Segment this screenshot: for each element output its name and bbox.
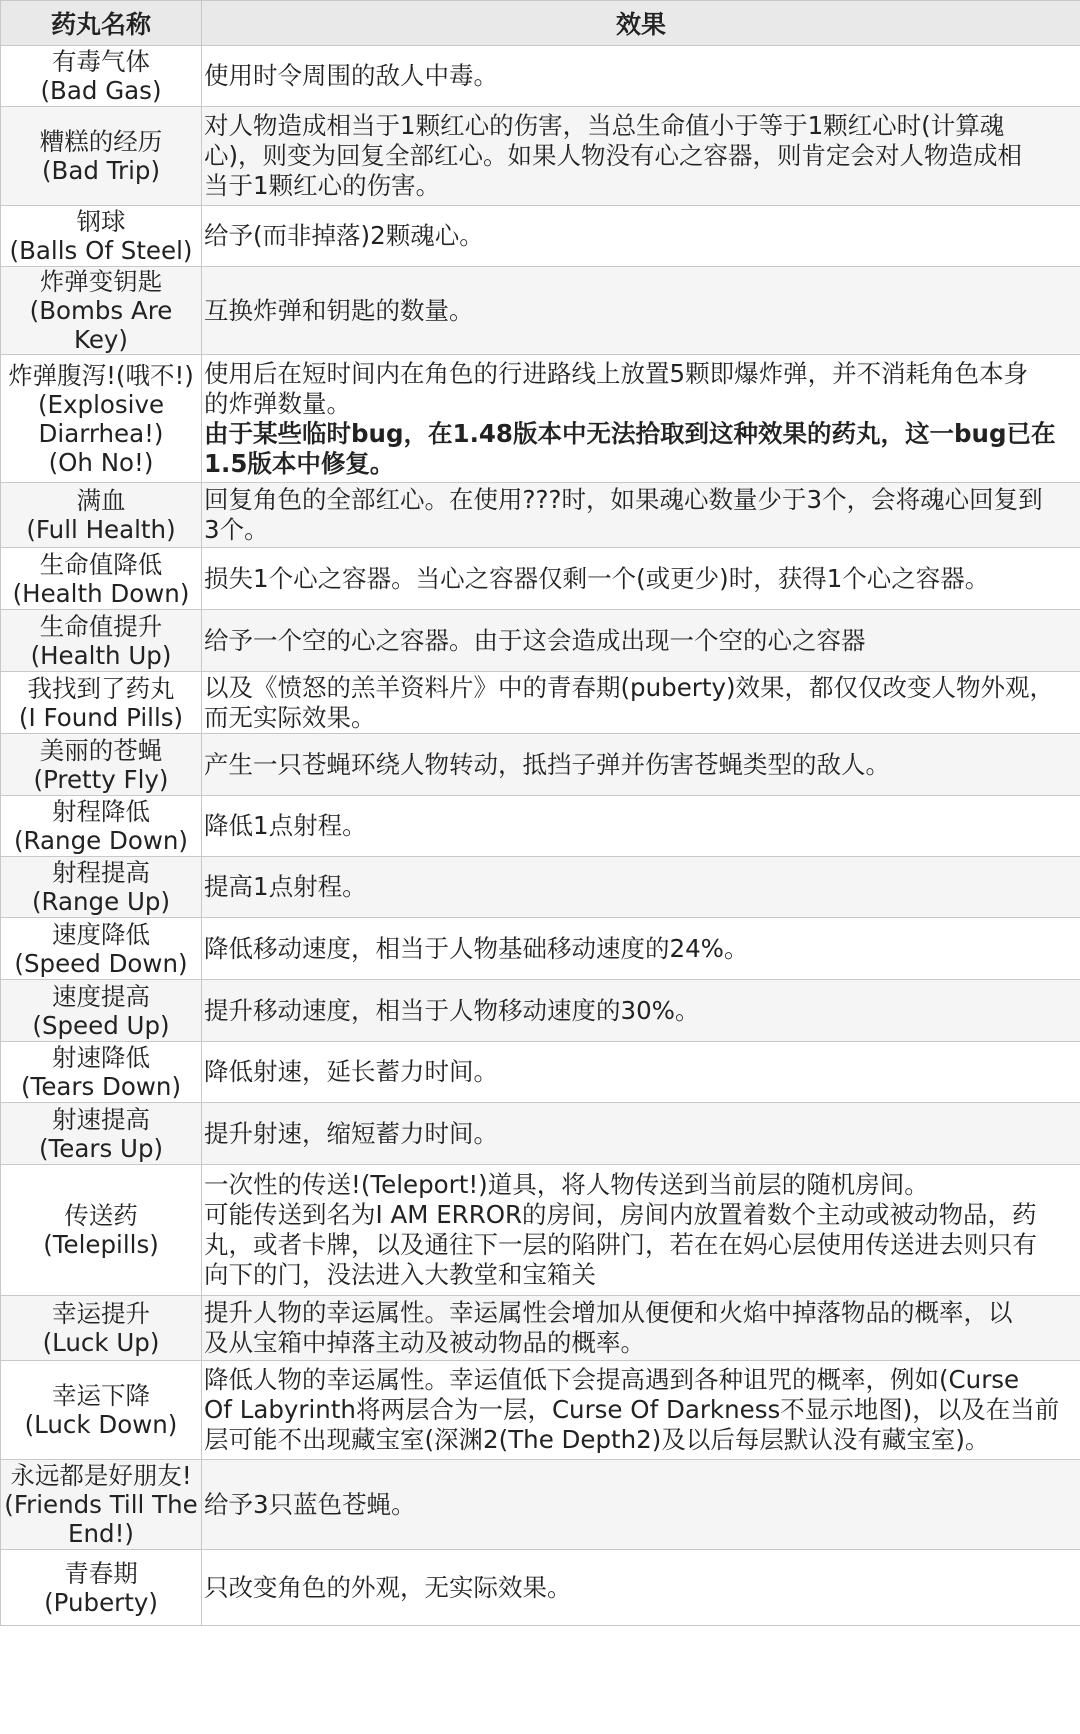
- pill-name-english: (Speed Down): [14, 948, 188, 978]
- table-row: [1, 483, 1080, 548]
- effect-text-line: 使用时令周围的敌人中毒。: [204, 61, 498, 90]
- pill-name-english: (Tears Down): [20, 1072, 182, 1101]
- pill-effect-cell: [202, 857, 1080, 918]
- effect-text-line: 当于1颗红心的伤害。: [204, 171, 441, 200]
- header-pill-name: 药丸名称: [1, 1, 202, 46]
- effect-text-line: 降低1点射程。: [204, 811, 367, 840]
- effect-text-line: 而无实际效果。: [204, 702, 376, 732]
- table-body: [1, 46, 1080, 1626]
- pill-name-english: (Range Down): [14, 826, 188, 855]
- pill-name-chinese: 幸运提升: [52, 1299, 150, 1328]
- pill-effect-cell: [202, 980, 1080, 1042]
- effect-text-line: 可能传送到名为I AM ERROR的房间，房间内放置着数个主动或被动物品，药: [204, 1200, 1037, 1229]
- pill-name-cell: [1, 857, 202, 918]
- effect-text-line: 向下的门，没法进入大教堂和宝箱关: [204, 1260, 596, 1289]
- pill-effect-cell: [202, 1550, 1080, 1626]
- pill-name-chinese: 有毒气体: [52, 47, 150, 76]
- effect-text-line: 损失1个心之容器。当心之容器仅剩一个(或更少)时，获得1个心之容器。: [204, 563, 990, 593]
- table-row: [1, 206, 1080, 267]
- effect-text-line: 降低射速，延长蓄力时间。: [204, 1057, 498, 1086]
- effect-text-line: 层可能不出现藏宝室(深渊2(The Depth2)及以后每层默认没有藏宝室)。: [204, 1425, 990, 1454]
- pill-effect-cell: [202, 1296, 1080, 1361]
- pill-name-cell: [1, 1296, 202, 1361]
- pill-effect-cell: [202, 206, 1080, 267]
- table-row: [1, 1103, 1080, 1165]
- pill-name-english: (Speed Up): [32, 1010, 170, 1040]
- pill-name-cell: [1, 980, 202, 1042]
- effect-text-line: 降低人物的幸运属性。幸运值低下会提高遇到各种诅咒的概率，例如(Curse: [204, 1365, 1020, 1394]
- pill-effect-cell: [202, 796, 1080, 857]
- pill-name-chinese: 射速降低: [52, 1043, 150, 1072]
- effect-text-line: 一次性的传送!(Teleport!)道具，将人物传送到当前层的随机房间。: [204, 1170, 929, 1199]
- table-row: [1, 355, 1080, 483]
- effect-text-line: 互换炸弹和钥匙的数量。: [204, 295, 474, 325]
- table-row: [1, 107, 1080, 206]
- effect-text-line: 回复角色的全部红心。在使用???时，如果魂心数量少于3个，会将魂心回复到: [204, 485, 1043, 514]
- pill-name-english: (Bad Gas): [40, 76, 162, 105]
- pill-effect-cell: [202, 1103, 1080, 1165]
- effect-text-line: 的炸弹数量。: [204, 388, 351, 418]
- pill-name-english: (Range Up): [31, 887, 171, 916]
- effect-text-line: 3个。: [204, 515, 269, 544]
- pill-name-cell: [1, 1103, 202, 1165]
- pill-name-cell: [1, 734, 202, 796]
- pill-name-english: (Telepills): [43, 1230, 159, 1259]
- pill-name-cell: [1, 1042, 202, 1103]
- bug-note-line: 由于某些临时bug，在1.48版本中无法拾取到这种效果的药丸，这一bug已在: [204, 418, 1056, 448]
- pill-name-english: (Bad Trip): [41, 156, 161, 185]
- pill-name-english: (Explosive: [37, 389, 165, 419]
- pill-name-cell: [1, 355, 202, 483]
- pill-name-cell: [1, 610, 202, 672]
- pill-name-english: (Balls Of Steel): [9, 236, 193, 265]
- table-row: [1, 672, 1080, 734]
- pill-name-chinese: 生命值提升: [39, 611, 163, 641]
- pill-effect-cell: [202, 46, 1080, 107]
- pill-name-cell: [1, 206, 202, 267]
- table-row: [1, 918, 1080, 980]
- pill-name-cell: [1, 1165, 202, 1296]
- effect-text-line: 丸，或者卡牌，以及通往下一层的陷阱门，若在在妈心层使用传送进去则只有: [204, 1230, 1037, 1259]
- pill-name-english: (Luck Down): [24, 1410, 178, 1439]
- table-row: [1, 980, 1080, 1042]
- effect-text-line: 降低移动速度，相当于人物基础移动速度的24%。: [204, 933, 749, 963]
- table-header-row: [1, 1, 1080, 46]
- pill-name-chinese: 射程提高: [52, 858, 150, 887]
- pill-name-cell: [1, 46, 202, 107]
- pill-name-chinese: 速度提高: [52, 981, 150, 1011]
- pill-effect-cell: [202, 1361, 1080, 1460]
- table-row: [1, 734, 1080, 796]
- pill-name-chinese: 生命值降低: [39, 549, 163, 579]
- pill-name-chinese: 钢球: [76, 207, 126, 236]
- pill-name-english: (Puberty): [44, 1587, 158, 1617]
- pill-name-chinese: 青春期: [64, 1558, 138, 1588]
- pill-name-chinese: 射速提高: [52, 1104, 150, 1134]
- table-row: [1, 610, 1080, 672]
- pill-name-cell: [1, 548, 202, 610]
- pill-effect-cell: [202, 734, 1080, 796]
- table-row: [1, 1361, 1080, 1460]
- table-row: [1, 1460, 1080, 1550]
- effect-text-line: 以及《愤怒的羔羊资料片》中的青春期(puberty)效果，都仅仅改变人物外观，: [204, 672, 1054, 702]
- pill-name-chinese: 传送药: [64, 1201, 138, 1230]
- pill-name-chinese: 我找到了药丸: [27, 673, 175, 703]
- effect-text-line: 提升移动速度，相当于人物移动速度的30%。: [204, 995, 700, 1025]
- pill-effect-cell: [202, 355, 1080, 483]
- pill-name-chinese: 美丽的苍蝇: [39, 735, 163, 765]
- pill-name-english: (Oh No!): [48, 447, 154, 477]
- effect-text-line: 产生一只苍蝇环绕人物转动，抵挡子弹并伤害苍蝇类型的敌人。: [204, 749, 890, 779]
- pill-effect-cell: [202, 267, 1080, 355]
- effect-text-line: 心)，则变为回复全部红心。如果人物没有心之容器，则肯定会对人物造成相: [204, 141, 1023, 170]
- pill-effect-cell: [202, 1460, 1080, 1550]
- effect-text-line: 给予一个空的心之容器。由于这会造成出现一个空的心之容器: [204, 625, 866, 655]
- pill-name-cell: [1, 107, 202, 206]
- table-row: [1, 857, 1080, 918]
- effect-text-line: Of Labyrinth将两层合为一层，Curse Of Darkness不显示地图)，以及在当前: [204, 1395, 1060, 1424]
- pill-name-chinese: 炸弹变钥匙: [39, 267, 163, 296]
- table-row: [1, 1165, 1080, 1296]
- pill-name-chinese: 满血: [76, 486, 126, 515]
- pill-effect-cell: [202, 672, 1080, 734]
- bug-note-line: 1.5版本中修复。: [204, 448, 395, 478]
- pill-effect-cell: [202, 1165, 1080, 1296]
- pill-name-cell: [1, 1550, 202, 1626]
- effect-text-line: 提高1点射程。: [204, 872, 367, 901]
- pill-name-english: (Friends Till The: [4, 1490, 198, 1519]
- pill-effect-cell: [202, 1042, 1080, 1103]
- pill-name-chinese: 射程降低: [52, 797, 150, 826]
- table-row: [1, 1042, 1080, 1103]
- pill-name-english: (Full Health): [26, 515, 176, 544]
- pill-name-english: (Pretty Fly): [33, 764, 169, 794]
- pill-name-cell: [1, 918, 202, 980]
- pill-name-english: End!): [68, 1519, 134, 1548]
- pill-effect-cell: [202, 918, 1080, 980]
- pill-effect-cell: [202, 610, 1080, 672]
- effect-text-line: 给予(而非掉落)2颗魂心。: [204, 221, 484, 250]
- pill-effect-cell: [202, 107, 1080, 206]
- pill-name-english: (Luck Up): [42, 1328, 160, 1357]
- effect-text-line: 给予3只蓝色苍蝇。: [204, 1489, 416, 1519]
- table-row: [1, 1550, 1080, 1626]
- table-row: [1, 46, 1080, 107]
- pill-name-cell: [1, 483, 202, 548]
- pill-name-english: (Health Up): [30, 640, 172, 670]
- pill-name-chinese: 永远都是好朋友!: [10, 1461, 192, 1490]
- effect-text-line: 及从宝箱中掉落主动及被动物品的概率。: [204, 1328, 645, 1357]
- pill-name-english: Diarrhea!): [38, 418, 164, 448]
- pill-name-english: (Health Down): [12, 578, 190, 608]
- effect-text-line: 使用后在短时间内在角色的行进路线上放置5颗即爆炸弹，并不消耗角色本身: [204, 358, 1029, 388]
- pill-name-cell: [1, 267, 202, 355]
- effect-text-line: 提升人物的幸运属性。幸运属性会增加从便便和火焰中掉落物品的概率，以: [204, 1298, 1013, 1327]
- table-row: [1, 1296, 1080, 1361]
- pill-name-cell: [1, 1460, 202, 1550]
- effect-text-line: 提升射速，缩短蓄力时间。: [204, 1118, 498, 1148]
- pill-name-chinese: 糟糕的经历: [39, 127, 163, 156]
- table-row: [1, 796, 1080, 857]
- pill-name-english: (I Found Pills): [18, 702, 184, 732]
- pill-name-chinese: 速度降低: [52, 919, 150, 949]
- table-row: [1, 267, 1080, 355]
- pill-name-chinese: 幸运下降: [52, 1381, 150, 1410]
- pill-name-english: (Bombs Are Key): [29, 296, 173, 354]
- pill-name-cell: [1, 1361, 202, 1460]
- effect-text-line: 对人物造成相当于1颗红心的伤害，当总生命值小于等于1颗红心时(计算魂: [204, 111, 1005, 140]
- pill-name-english: (Tears Up): [38, 1133, 164, 1163]
- pill-name-cell: [1, 796, 202, 857]
- pill-effect-cell: [202, 483, 1080, 548]
- effect-text-line: 只改变角色的外观，无实际效果。: [204, 1572, 572, 1602]
- pill-effect-cell: [202, 548, 1080, 610]
- pill-name-cell: [1, 672, 202, 734]
- pill-name-chinese: 炸弹腹泻!(哦不!): [8, 360, 194, 390]
- table-row: [1, 548, 1080, 610]
- header-effect: 效果: [202, 1, 1080, 46]
